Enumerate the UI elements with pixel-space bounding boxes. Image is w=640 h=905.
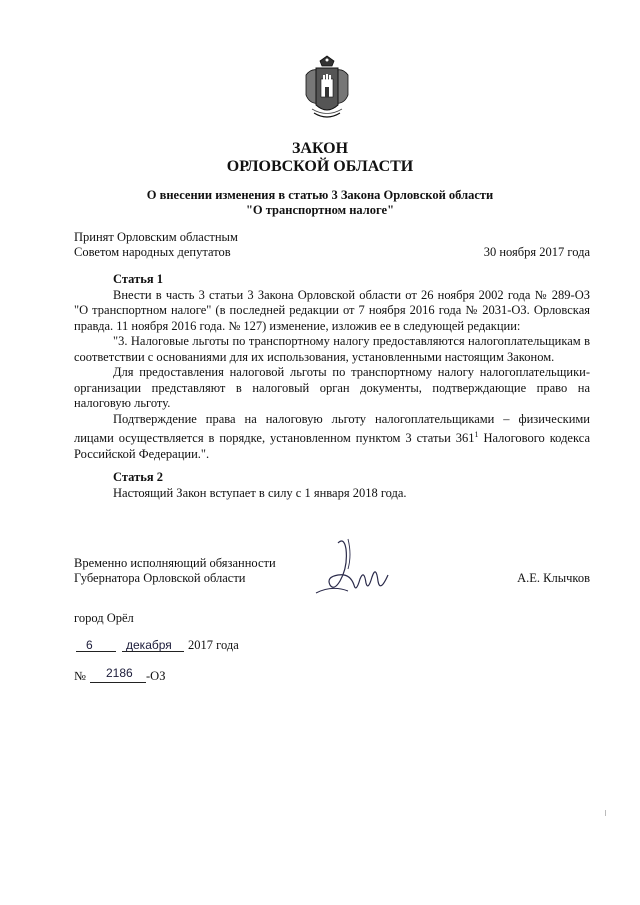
city: город Орёл: [74, 611, 134, 625]
article1-paragraph4-text2: Налогового кодекса Российской Федерации.".: [74, 431, 590, 461]
article1-heading: Статья 1: [113, 272, 163, 286]
coat-of-arms-emblem: [302, 55, 352, 123]
adopted-line1: Принят Орловским областным: [74, 230, 238, 244]
article1-paragraph3: Для предоставления налоговой льготы по транспортному налогу налогоплательщики-организации представляют в налоговый орган документы, подтверждающие право на налоговую льготу.: [74, 365, 590, 410]
signatory-position-line2: Губернатора Орловской области: [74, 571, 246, 585]
law-number-prefix: №: [74, 669, 86, 683]
day-underline: [76, 651, 116, 652]
signatory-position-line1: Временно исполняющий обязанности: [74, 556, 276, 570]
article1-paragraph4-text1: Подтверждение права на налоговую льготу налогоплательщиками – физическими лицами осуществляется в порядке, установленном пунктом 3 статьи 361: [74, 411, 590, 446]
date-month: декабря: [126, 638, 172, 652]
law-title: ЗАКОН: [291, 140, 349, 157]
adopted-line2: Советом народных депутатов: [74, 245, 231, 259]
region-title: ОРЛОВСКОЙ ОБЛАСТИ: [226, 158, 414, 175]
law-subtitle-line1: О внесении изменения в статью 3 Закона Орловской области: [146, 188, 494, 202]
article2-heading: Статья 2: [113, 470, 163, 485]
law-body: [74, 272, 590, 501]
number-underline: [90, 682, 146, 683]
date-year: 2017 года: [188, 638, 239, 652]
signatory-name: А.Е. Клычков: [517, 571, 590, 585]
law-number: 2186: [106, 666, 133, 680]
margin-mark: [605, 810, 606, 816]
article1-paragraph1: Внести в часть 3 статьи 3 Закона Орловской области от 26 ноября 2002 года № 289-ОЗ "О транспортном налоге" (в последней редакции от 7 ноября 2016 года № 2031-ОЗ. Орловская правда. 11 ноября 2016 года. № 127) изменение, изложив ее в следующей редакции:: [74, 287, 590, 333]
law-number-suffix: -ОЗ: [146, 669, 166, 683]
article1-paragraph4: [74, 412, 590, 463]
handwritten-signature: [308, 535, 398, 605]
article1-footnote-sup: 1: [474, 430, 479, 439]
date-day: 6: [86, 638, 93, 652]
law-subtitle-line2: "О транспортном налоге": [245, 203, 395, 217]
article2-paragraph1: Настоящий Закон вступает в силу с 1 января 2018 года.: [113, 485, 407, 500]
adoption-date: 30 ноября 2017 года: [483, 245, 590, 259]
article1-paragraph2: "3. Налоговые льготы по транспортному налогу предоставляются налогоплательщикам в соответствии с основаниями для их использования, установленными настоящим Законом.: [74, 334, 590, 364]
